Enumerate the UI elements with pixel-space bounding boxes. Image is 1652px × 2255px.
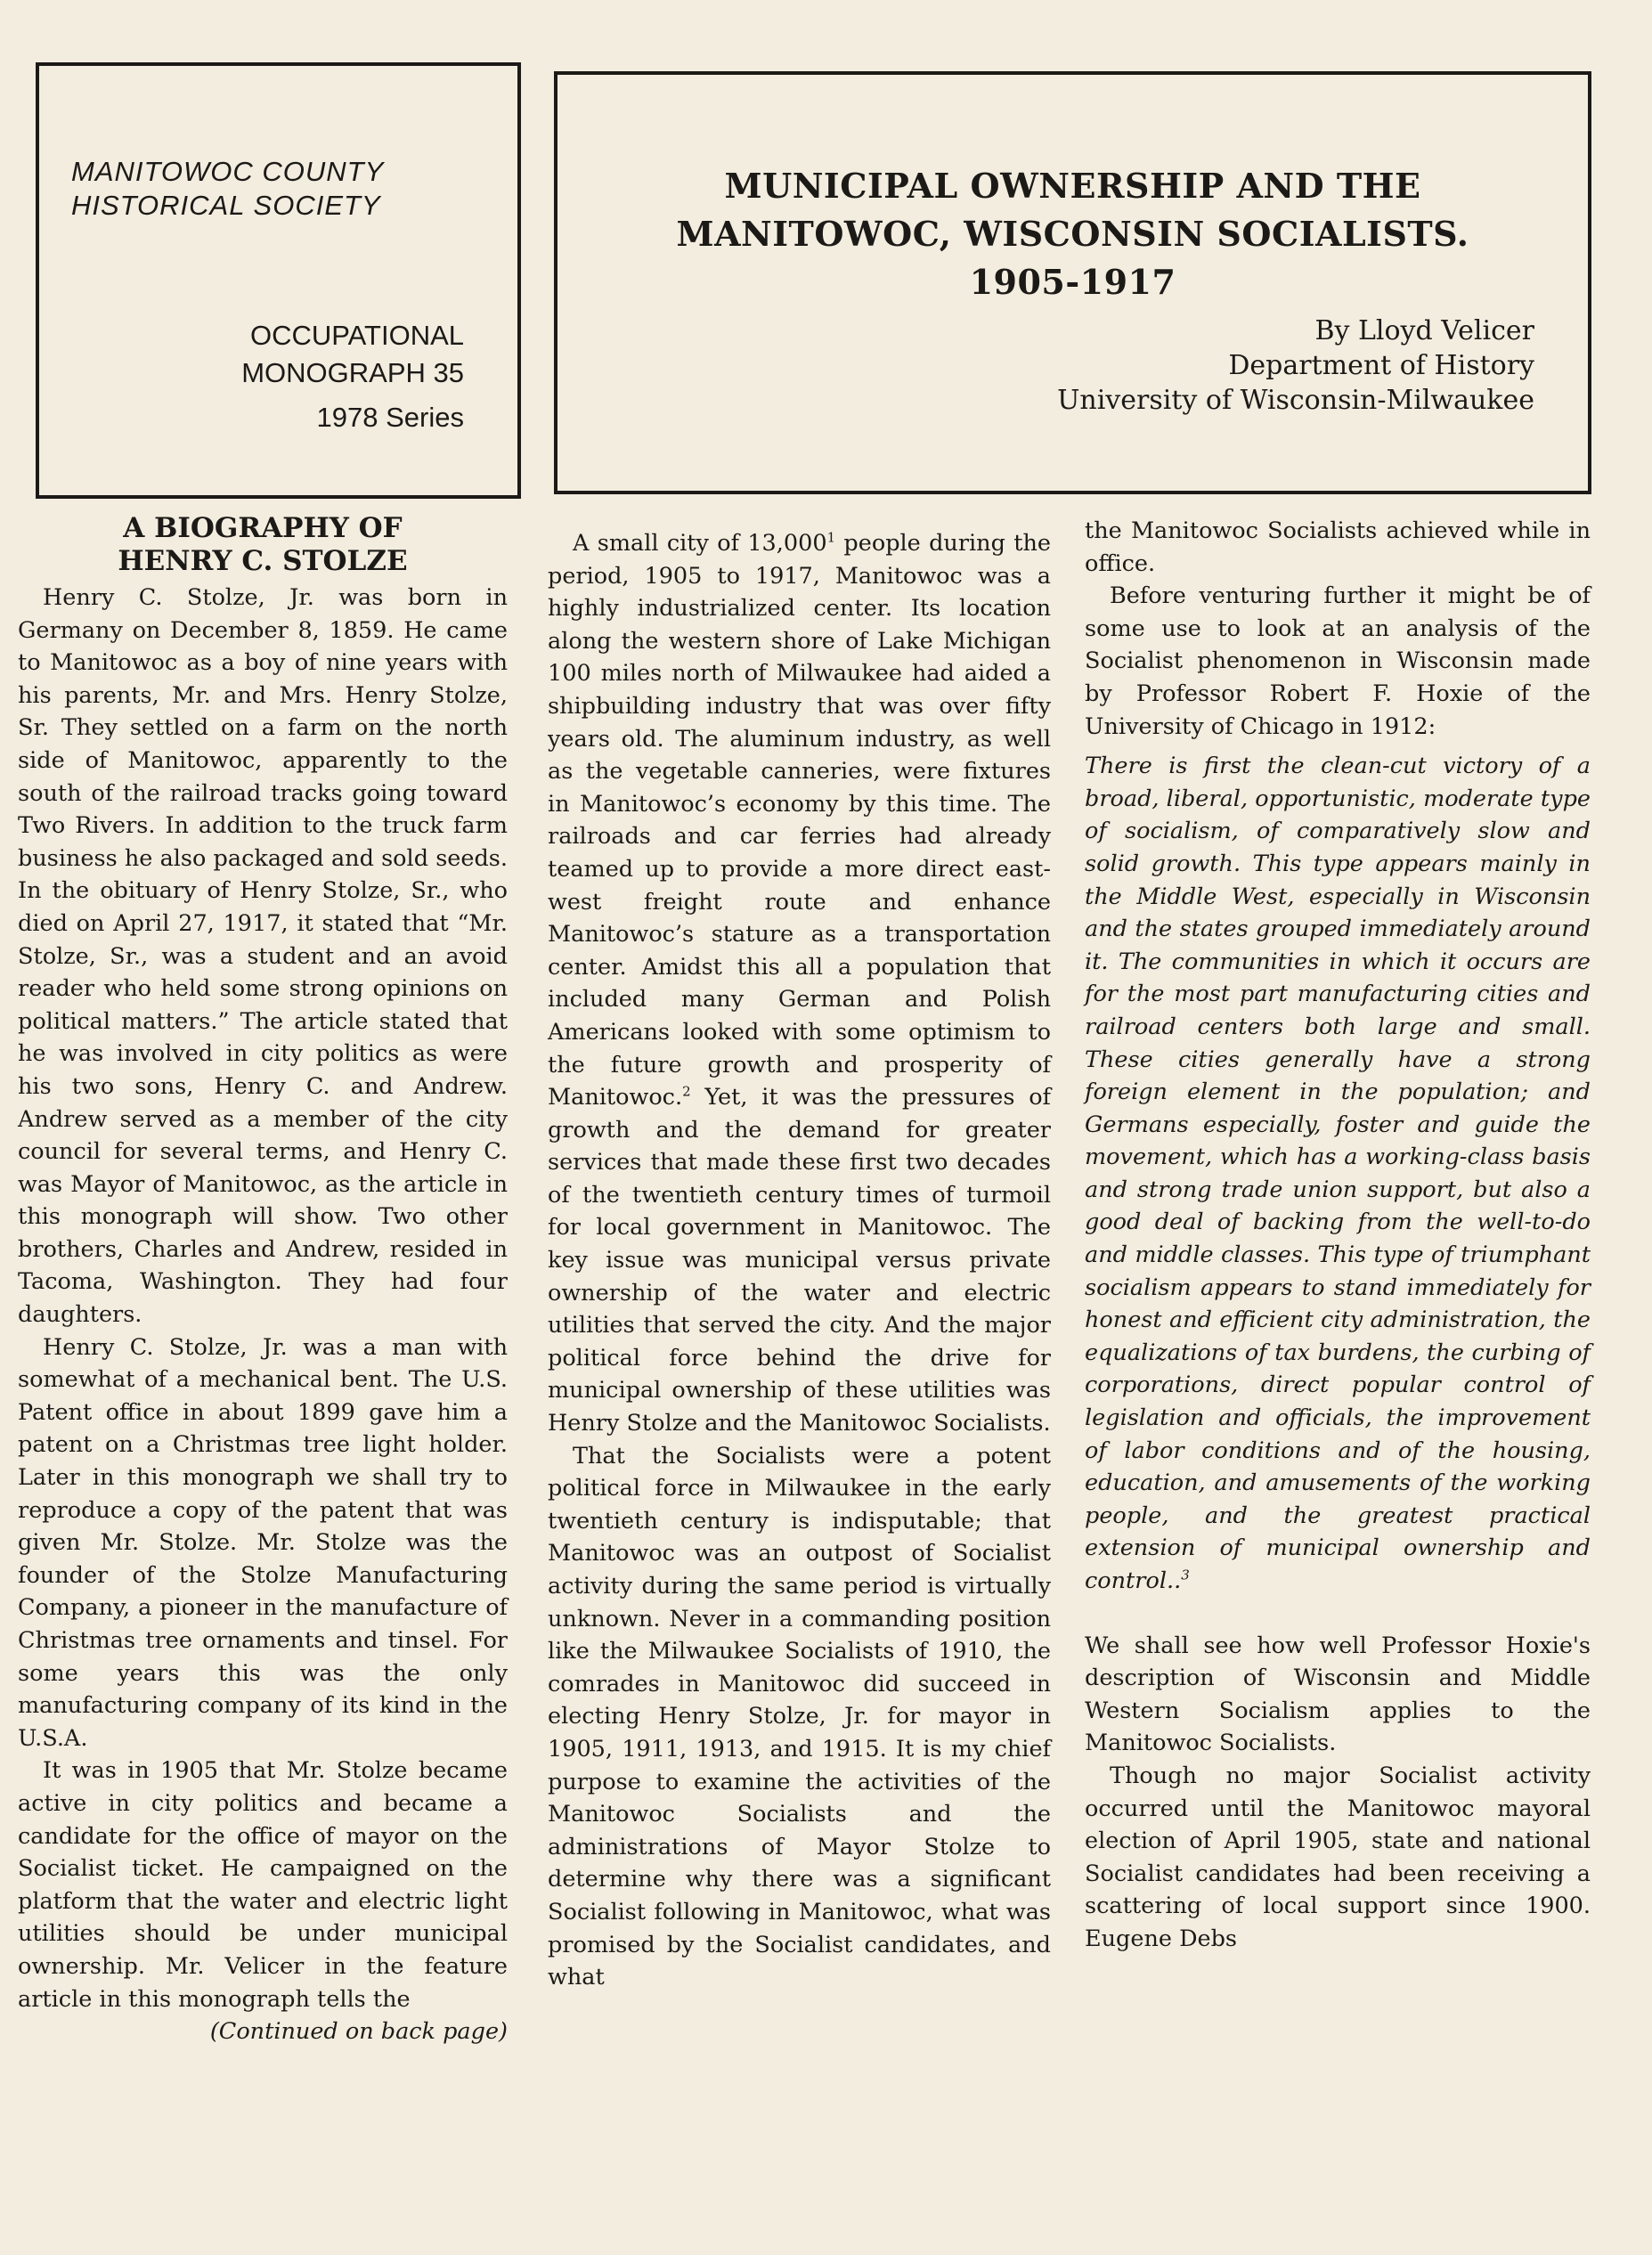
- article-paragraph: We shall see how well Professor Hoxie's description of Wisconsin and Middle Western Socialism applies to the Manitowoc Socialists.: [1085, 1632, 1591, 1757]
- text-run: people during the period, 1905 to 1917, Manitowoc was a highly industrialized center. Its location along the western shore of Lake Michigan 100 miles north of Milwaukee had aided a shipbuilding industry that was over fifty years old. The aluminum industry, as well as the vegetable canneries, were fixtures in Manitowoc’s economy by this time. The railroads and car ferries had already teamed up to provide a more direct east-west freight route and enhance Manitowoc’s stature as a transportation center. Amidst this all a population that included many German and Polish Americans looked with some optimism to the future growth and prosperity of Manitowoc.: [548, 530, 1051, 1111]
- biography-paragraph: Henry C. Stolze, Jr. was a man with somewhat of a mechanical bent. The U.S. Patent office in about 1899 gave him a patent on a Christmas tree light holder. Later in this monograph we shall try to reproduce a copy of the patent that was given Mr. Stolze. Mr. Stolze was the founder of the Stolze Manufacturing Company, a pioneer in the manufacture of Christmas tree ornaments and tinsel. For some years this was the only manufacturing company of its kind in the U.S.A.: [18, 1333, 508, 1752]
- society-line: MANITOWOC COUNTY: [71, 156, 385, 187]
- society-name: [71, 155, 384, 223]
- footnote-marker: 3: [1181, 1567, 1190, 1583]
- article-paragraph: Though no major Socialist activity occurred until the Manitowoc mayoral election of April 1905, state and national Socialist candidates had been receiving a scattering of local support since 1900. Eugene Debs: [1085, 1762, 1591, 1952]
- article-title-box: [554, 71, 1591, 494]
- series-label: 1978 Series: [316, 402, 464, 433]
- article-title: [557, 162, 1588, 306]
- heading-line: HENRY C. STOLZE: [118, 545, 408, 577]
- title-line: MUNICIPAL OWNERSHIP AND THE: [724, 166, 1421, 206]
- title-line: MANITOWOC, WISCONSIN SOCIALISTS.: [676, 214, 1469, 254]
- heading-line: A BIOGRAPHY OF: [123, 512, 403, 544]
- title-years: 1905-1917: [969, 262, 1176, 302]
- biography-heading: [18, 512, 508, 578]
- quote-text: There is first the clean-cut victory of a broad, liberal, opportunistic, moderate type of socialism, of comparatively slow and solid growth. This type appears mainly in the Middle West, especially in Wisconsin and the states grouped immediately around it. The communities in which it occurs are for the most part manufacturing cities and railroad centers both large and small. These cities generally have a strong foreign element in the population; and Germans especially, foster and guide the movement, which has a working-class basis and strong trade union support, but also a good deal of backing from the well-to-do and middle classes. This type of triumphant socialism appears to stand immediately for honest and efficient city administration, the equalizations of tax burdens, the curbing of corporations, direct popular control of legislation and officials, the improvement of labor conditions and of the housing, education, and amusements of the working people, and the greatest practical extension of municipal ownership and control..: [1085, 753, 1591, 1594]
- text-run: Yet, it was the pressures of growth and the demand for greater services that made these first two decades of the twentieth century times of turmoil for local government in Manitowoc. The key issue was municipal versus private ownership of the water and electric utilities that served the city. And the major political force behind the drive for municipal ownership of these utilities was Henry Stolze and the Manitowoc Socialists.: [548, 1084, 1051, 1437]
- department: Department of History: [1228, 350, 1534, 381]
- article-paragraph: [548, 527, 1051, 1440]
- author: By Lloyd Velicer: [1314, 315, 1534, 346]
- monograph-label: [241, 317, 464, 436]
- monograph-line: MONOGRAPH 35: [241, 357, 464, 388]
- biography-paragraph: Henry C. Stolze, Jr. was born in Germany on December 8, 1859. He came to Manitowoc as a boy of nine years with his parents, Mr. and Mrs. Henry Stolze, Sr. They settled on a farm on the north side of Manitowoc, apparently to the south of the railroad tracks going toward Two Rivers. In addition to the truck farm business he also packaged and sold seeds. In the obituary of Henry Stolze, Sr., who died on April 27, 1917, it stated that “Mr. Stolze, Sr., was a student and an avoid reader who held some strong opinions on political matters.” The article stated that he was involved in city politics as were his two sons, Henry C. and Andrew. Andrew served as a member of the city council for several terms, and Henry C. was Mayor of Manitowoc, as the article in this monograph will show. Two other brothers, Charles and Andrew, resided in Tacoma, Washington. They had four daughters.: [18, 584, 508, 1329]
- spacer: [1085, 1598, 1591, 1630]
- text-run: A small city of 13,000: [573, 530, 827, 557]
- article-paragraph: That the Socialists were a potent political force in Milwaukee in the early twentieth century is indisputable; that Manitowoc was an outpost of Socialist activity during the same period is virtually unknown. Never in a commanding position like the Milwaukee Socialists of 1910, the comrades in Manitowoc did succeed in electing Henry Stolze, Jr. for mayor in 1905, 1911, 1913, and 1915. It is my chief purpose to examine the activities of the Manitowoc Socialists and the administrations of Mayor Stolze to determine why there was a significant Socialist following in Manitowoc, what was promised by the Socialist candidates, and what: [548, 1442, 1051, 1991]
- footnote-marker: 1: [826, 529, 836, 546]
- society-line: HISTORICAL SOCIETY: [71, 190, 381, 221]
- article-column-1: [548, 527, 1051, 1994]
- article-paragraph: the Manitowoc Socialists achieved while in office.: [1085, 517, 1591, 577]
- hoxie-quote: [1085, 750, 1591, 1597]
- biography-column: [18, 512, 508, 2048]
- biography-paragraph: It was in 1905 that Mr. Stolze became active in city politics and became a candidate for the office of mayor on the Socialist ticket. He campaigned on the platform that the water and electric light utilities should be under municipal ownership. Mr. Velicer in the feature article in this monograph tells the: [18, 1757, 508, 2013]
- society-header-box: [36, 62, 521, 499]
- article-column-2: [1085, 515, 1591, 1956]
- footnote-marker: 2: [682, 1083, 691, 1100]
- article-paragraph: Before venturing further it might be of some use to look at an analysis of the Socialist phenomenon in Wisconsin made by Professor Robert F. Hoxie of the University of Chicago in 1912:: [1085, 582, 1591, 740]
- monograph-line: OCCUPATIONAL: [250, 320, 464, 351]
- byline: [1057, 313, 1534, 418]
- continued-note: (Continued on back page): [209, 2018, 508, 2046]
- university: University of Wisconsin-Milwaukee: [1057, 385, 1534, 416]
